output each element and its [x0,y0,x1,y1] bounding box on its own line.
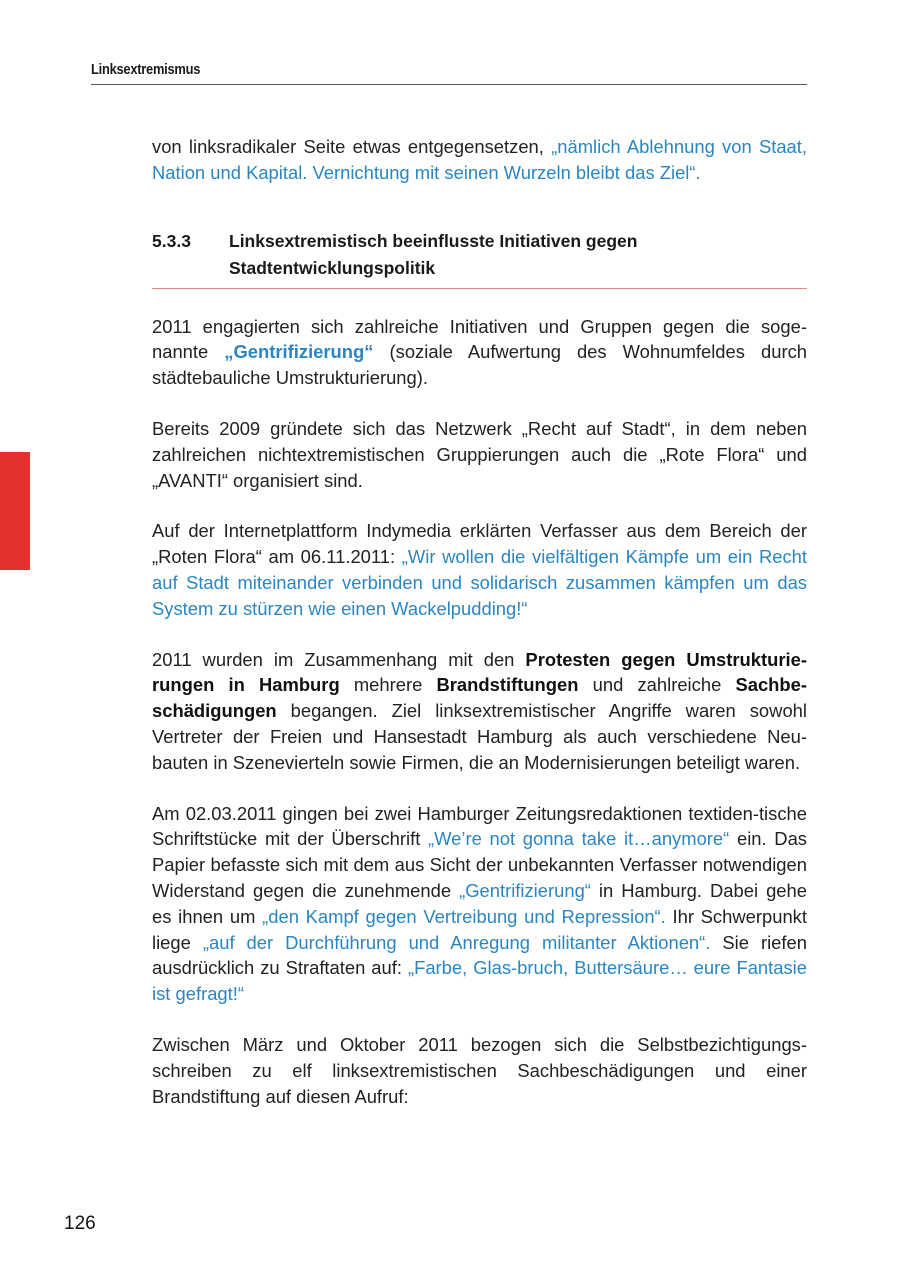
text: und zahlreiche [578,674,736,696]
paragraph-network: Bereits 2009 gründete sich das Netzwerk „Recht auf Stadt“, in dem neben zahlreichen nichtextremistischen Gruppierungen auch die „Rote Flora“ und „AVANTI“ organisiert sind. [152,417,807,491]
running-header-title: Linksextremismus [91,61,201,78]
quote: „Gentrifizierung“ [459,879,591,901]
section-number: 5.3.3 [152,230,191,251]
page-body [152,134,807,1109]
page-number: 126 [64,1213,96,1234]
quote: „Farbe, Glas-bruch, Buttersäure… eure Fantasie ist gefragt!“ [152,957,807,1005]
paragraph-claims: Zwischen März und Oktober 2011 bezogen sich die Selbstbezichtigungs-schreiben zu elf linksextremistischen Sachbeschädigungen und einer Brandstiftung auf diesen Aufruf: [152,1033,807,1107]
chapter-side-tab [0,452,30,570]
highlighted-term: „Gentrifizierung“ [224,341,374,363]
header-rule [91,84,807,85]
intro-paragraph [152,134,807,186]
text: mehrere [339,674,437,696]
text: in Hamburg. Dabei gehe es ihnen um [152,879,807,927]
quote: „auf der Durchführung und Anregung militanter Aktionen“. [202,931,711,953]
quote: „We’re not gonna take it…anymore“ [428,828,730,850]
quote: „den Kampf gegen Vertreibung und Repression“. [262,905,666,927]
text: ein. Das Papier befasste sich mit dem aus Sicht der unbekannten Verfasser notwendigen Widerstand gegen die zunehmende [152,828,807,901]
text: Auf der Internetplattform Indymedia erklärten Verfasser aus dem Bereich der „Roten Flora“ am 06.11.2011: [152,520,807,568]
bold-text: Protesten gegen Umstrukturie-rungen in Hamburg [152,648,807,696]
text: 2011 wurden im Zusammenhang mit den [152,648,526,670]
bold-text: Sachbe-schädigungen [152,674,807,722]
paragraph-protests [152,647,807,776]
text: Am 02.03.2011 gingen bei zwei Hamburger Zeitungsredaktionen textiden-tische Schriftstücke mit der Überschrift [152,802,807,850]
text: Sie riefen ausdrücklich zu Straftaten auf: [152,931,807,979]
section-heading [152,228,807,289]
paragraph-gentrification [152,314,807,391]
intro-quote: „nämlich Ablehnung von Staat, Nation und Kapital. Vernichtung mit seinen Wurzeln bleibt das Ziel“. [152,136,807,183]
intro-text: von linksradikaler Seite etwas entgegensetzen, [152,136,552,157]
text: begangen. Ziel linksextremistischer Angriffe waren sowohl Vertreter der Freien und Hansestadt Hamburg als auch verschiedene Neu-bauten in Szenevierteln sowie Firmen, die an Modernisierungen beteiligt waren. [152,700,807,773]
section-title: Linksextremistisch beeinflusste Initiativen gegen Stadtentwicklungspolitik [229,230,638,278]
text: (soziale Aufwertung des Wohnumfeldes durch städtebauliche Umstrukturierung). [152,341,807,389]
quote: „Wir wollen die vielfältigen Kämpfe um ein Recht auf Stadt miteinander verbinden und solidarisch zusammen kämpfen um das System zu stürzen wie einen Wackelpudding!“ [152,546,807,619]
paragraph-newspaper-letters [152,801,807,1007]
text: 2011 engagierten sich zahlreiche Initiativen und Gruppen gegen die soge-nannte [152,315,807,363]
text: Ihr Schwerpunkt liege [152,905,807,953]
paragraph-indymedia [152,518,807,621]
bold-text: Brandstiftungen [436,674,579,696]
